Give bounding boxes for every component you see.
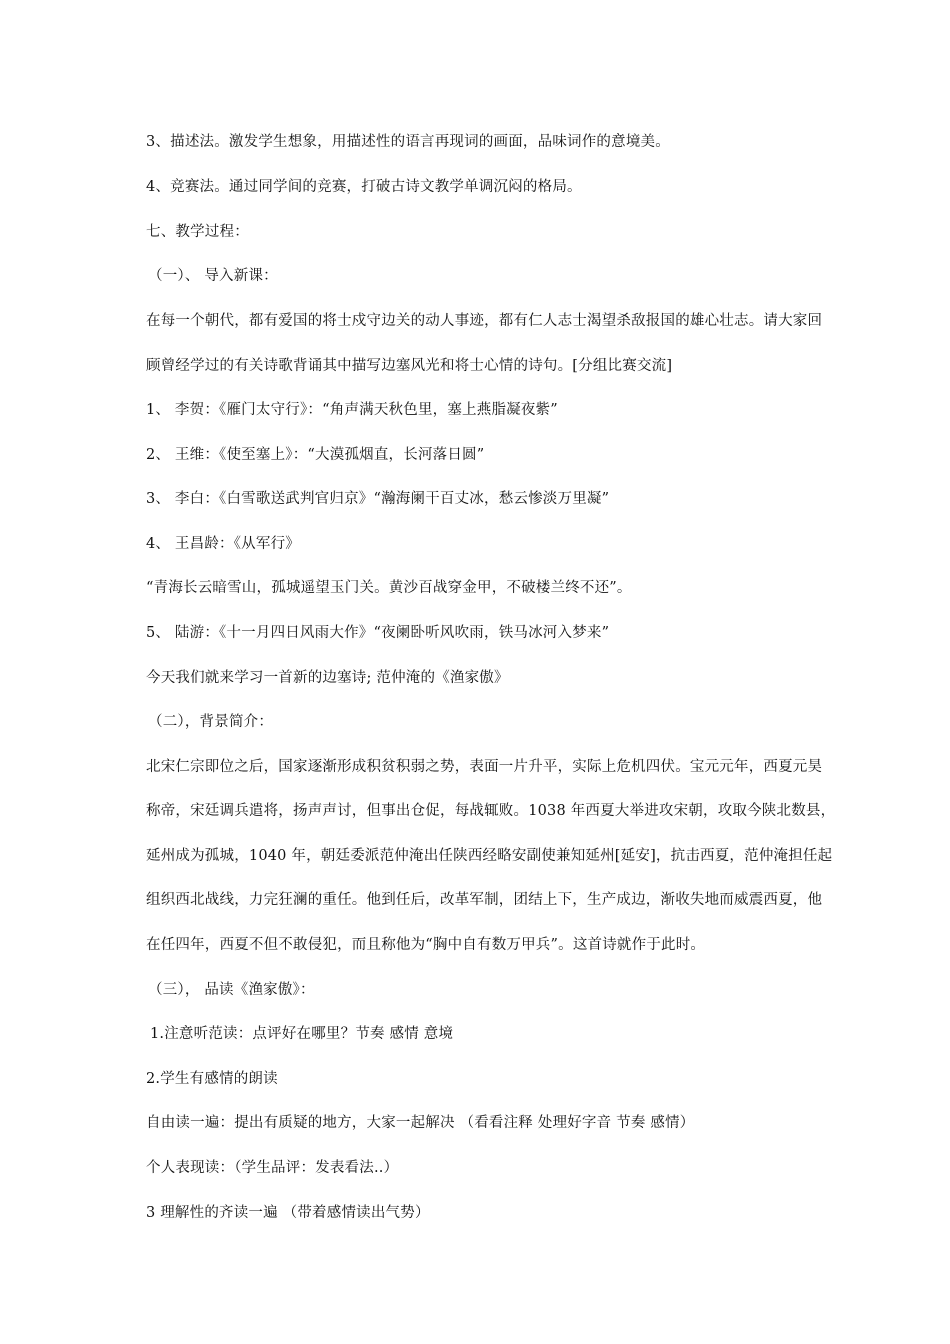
step-line: 1.注意听范读：点评好在哪里？节奏 感情 意境 [150,1026,454,1042]
paragraph-line: 称帝，宋廷调兵遣将，扬声声讨，但事出仓促，每战辄败。1038 年西夏大举进攻宋朝，攻取今陕北数县， [146,803,836,819]
section-heading: 七、教学过程： [146,224,249,240]
paragraph-line: 顾曾经学过的有关诗歌背诵其中描写边塞风光和将士心情的诗句。[分组比赛交流] [146,358,673,374]
paragraph-line: 北宋仁宗即位之后，国家逐渐形成积贫积弱之势，表面一片升平，实际上危机四伏。宝元元年，西夏元昊 [146,759,823,775]
list-item: 5、 陆游：《十一月四日风雨大作》“夜阑卧听风吹雨，铁马冰河入梦来” [146,625,610,641]
subsection-heading: （三）， 品读《渔家傲》： [148,982,315,998]
subsection-heading: （一）、 导入新课： [148,268,278,284]
text-line: 个人表现读：（学生品评：发表看法..） [146,1160,399,1176]
step-line: 2.学生有感情的朗读 [146,1071,278,1087]
paragraph-line: 在任四年，西夏不但不敢侵犯，而且称他为“胸中自有数万甲兵”。这首诗就作于此时。 [146,937,706,953]
paragraph-line: 延州成为孤城，1040 年，朝廷委派范仲淹出任陕西经略安副使兼知延州[延安]，抗击西夏，范仲淹担任起 [146,848,833,864]
subsection-heading: （二），背景简介： [148,714,274,730]
step-line: 3 理解性的齐读一遍 （带着感情读出气势） [146,1205,430,1221]
list-item: 3、 李白：《白雪歌送武判官归京》“瀚海阑干百丈冰，愁云惨淡万里凝” [146,491,610,507]
paragraph-line: 组织西北战线，力完狂澜的重任。他到任后，改革军制，团结上下，生产成边，渐收失地而威震西夏，他 [146,892,823,908]
text-line: 今天我们就来学习一首新的边塞诗; 范仲淹的《渔家傲》 [146,670,509,686]
list-item: 4、 王昌龄：《从军行》 [146,536,300,552]
quote-line: “青海长云暗雪山，孤城遥望玉门关。黄沙百战穿金甲，不破楼兰终不还”。 [146,580,632,596]
text-line: 自由读一遍：提出有质疑的地方，大家一起解决 （看看注释 处理好字音 节奏 感情） [146,1115,695,1131]
list-item: 1、 李贺：《雁门太守行》：“角声满天秋色里，塞上燕脂凝夜紫” [146,402,558,418]
list-item: 2、 王维：《使至塞上》：“大漠孤烟直，长河落日圆” [146,447,485,463]
paragraph-line: 在每一个朝代，都有爱国的将士戍守边关的动人事迹，都有仁人志士渴望杀敌报国的雄心壮志。请大家回 [146,313,823,329]
text-line: 3、描述法。激发学生想象，用描述性的语言再现词的画面，品味词作的意境美。 [146,134,670,150]
text-line: 4、竞赛法。通过同学间的竞赛，打破古诗文教学单调沉闷的格局。 [146,179,582,195]
